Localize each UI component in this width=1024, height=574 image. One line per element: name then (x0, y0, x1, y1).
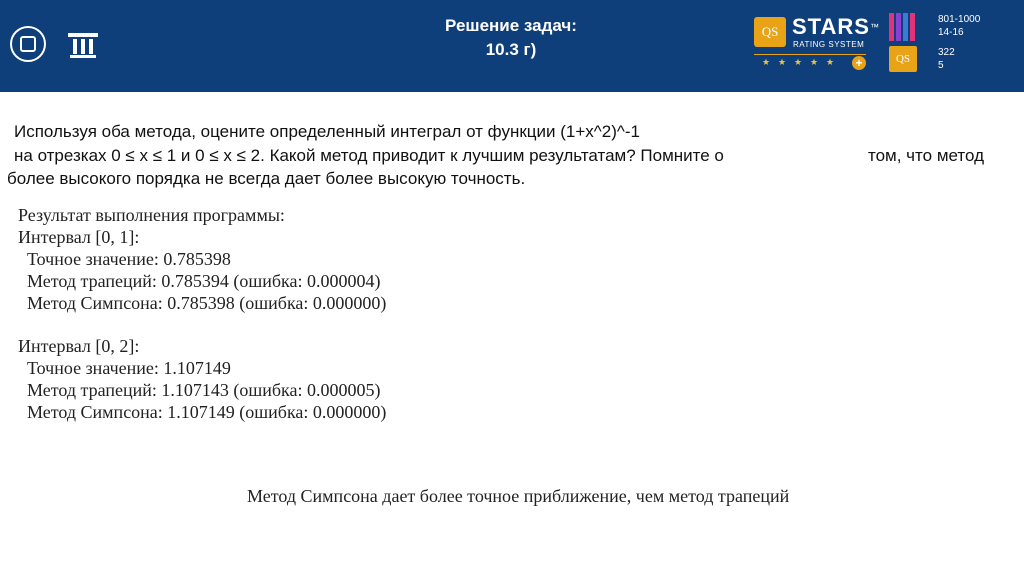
interval-2-trapezoid: Метод трапеций: 1.107143 (ошибка: 0.000005) (27, 380, 381, 400)
title-line-1: Решение задач: (445, 16, 577, 35)
star-icon: ★ (762, 57, 771, 67)
conclusion-text: Метод Симпсона дает более точное приближение, чем метод трапеций (247, 486, 790, 506)
header-bar (0, 0, 1024, 92)
interval-2-simpson: Метод Симпсона: 1.107149 (ошибка: 0.000000) (27, 402, 387, 422)
interval-1-simpson: Метод Симпсона: 0.785398 (ошибка: 0.000000) (27, 293, 387, 313)
star-icon: ★ (826, 57, 835, 67)
interval-1-trapezoid: Метод трапеций: 0.785394 (ошибка: 0.000004) (27, 271, 381, 291)
task-line-3: более высокого порядка не всегда дает более высокую точность. (7, 169, 526, 188)
qs-stars-label (792, 14, 880, 40)
stars-word: STARS (792, 14, 870, 39)
star-icon: ★ (778, 57, 787, 67)
qs-rank-sub: 5 (938, 60, 944, 71)
qs-logo-badge: QS (754, 17, 786, 47)
interval-2-exact: Точное значение: 1.107149 (27, 358, 231, 378)
star-icon: ★ (810, 57, 819, 67)
program-output (18, 204, 386, 423)
title-line-2: 10.3 г) (485, 40, 537, 59)
interval-1-title: Интервал [0, 1]: (18, 227, 140, 247)
qs-rank: 322 (938, 47, 955, 58)
interval-2-title: Интервал [0, 2]: (18, 336, 140, 356)
the-ranking-logo (889, 13, 919, 41)
column-logo-icon (66, 30, 100, 60)
star-rating (754, 54, 866, 71)
page-title (400, 14, 622, 62)
the-rank: 801-1000 (938, 14, 981, 25)
task-line-2b: том, что метод (868, 146, 984, 165)
star-icon: ★ (794, 57, 803, 67)
stars-trademark: ™ (869, 22, 880, 32)
qs-small-badge: QS (889, 46, 917, 72)
task-line-1: Используя оба метода, оцените определенный интеграл от функции (1+x^2)^-1 (14, 122, 640, 141)
rating-system-label: RATING SYSTEM (793, 40, 865, 49)
plus-icon: + (852, 56, 866, 70)
university-crest-icon (10, 26, 46, 62)
result-heading: Результат выполнения программы: (18, 205, 285, 225)
task-line-2a: на отрезках 0 ≤ x ≤ 1 и 0 ≤ x ≤ 2. Какой метод приводит к лучшим результатам? Помните о (14, 146, 724, 165)
interval-1-exact: Точное значение: 0.785398 (27, 249, 231, 269)
the-rank-sub: 14-16 (938, 27, 964, 38)
